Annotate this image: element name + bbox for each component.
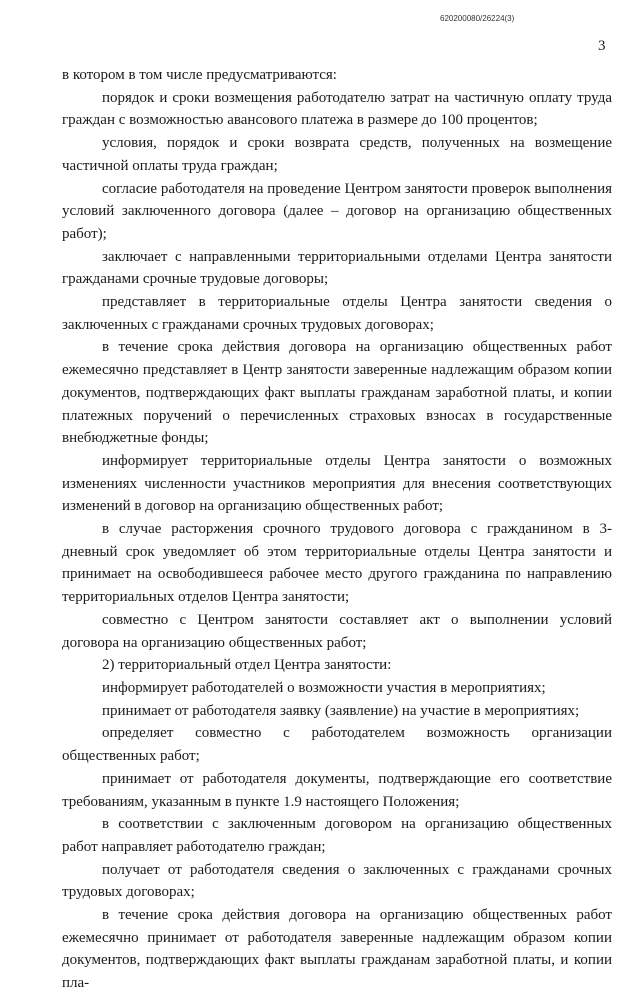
paragraph: в течение срока действия договора на организацию общественных работ ежемесячно принимает от работодателя заверенные надлежащим образом копии документов, подтверждающих факт выплаты гражданам заработной платы, и копии пла- [62,907,612,992]
paragraph: информирует работодателей о возможности участия в мероприятиях; [102,679,546,696]
paragraph: в соответствии с заключенным договором на организацию общественных работ направляет работодателю граждан; [62,816,612,855]
document-body [62,64,612,995]
paragraph: 2) территориальный отдел Центра занятости: [102,657,392,674]
paragraph: заключает с направленными территориальными отделами Центра занятости гражданами срочные трудовые договоры; [62,248,612,288]
paragraph: принимает от работодателя заявку (заявление) на участие в мероприятиях; [102,702,580,719]
paragraph: в течение срока действия договора на организацию общественных работ ежемесячно представляет в Центр занятости заверенные надлежащим образом копии документов, подтверждающих факт выплаты гражданам заработной платы, и копии платежных поручений о перечисленных страховых взносах в государственные внебюджетные фонды; [62,339,612,447]
paragraph: определяет совместно с работодателем возможность организации общественных работ; [62,725,612,765]
paragraph: получает от работодателя сведения о заключенных с гражданами срочных трудовых договорах; [62,861,612,901]
paragraph: представляет в территориальные отделы Центра занятости сведения о заключенных с гражданами срочных трудовых договорах; [62,294,612,333]
paragraph: в случае расторжения срочного трудового договора с гражданином в 3-дневный срок уведомляет об этом территориальные отделы Центра занятости и принимает на освободившееся рабочее место другого гражданина по направлению территориальных отделов Центра занятости; [62,521,612,606]
paragraph: совместно с Центром занятости составляет акт о выполнении условий договора на организацию общественных работ; [62,611,612,651]
paragraph: согласие работодателя на проведение Центром занятости проверок выполнения условий заключенного договора (далее – договор на организацию общественных работ); [62,180,612,242]
paragraph: порядок и сроки возмещения работодателю затрат на частичную оплату труда граждан с возможностью авансового платежа в размере до 100 процентов; [62,89,612,129]
paragraph: принимает от работодателя документы, подтверждающие его соответствие требованиям, указанным в пункте 1.9 настоящего Положения; [62,770,612,810]
paragraph: информирует территориальные отделы Центра занятости о возможных изменениях численности участников мероприятия для внесения соответствующих изменений в договор на организацию общественных работ; [62,452,612,515]
paragraph: условия, порядок и сроки возврата средств, полученных на возмещение частичной оплаты труда граждан; [62,135,612,174]
document-id: 620200080/26224(3) [440,14,515,23]
paragraph: в котором в том числе предусматриваются: [62,67,337,83]
page-number: 3 [598,38,606,54]
